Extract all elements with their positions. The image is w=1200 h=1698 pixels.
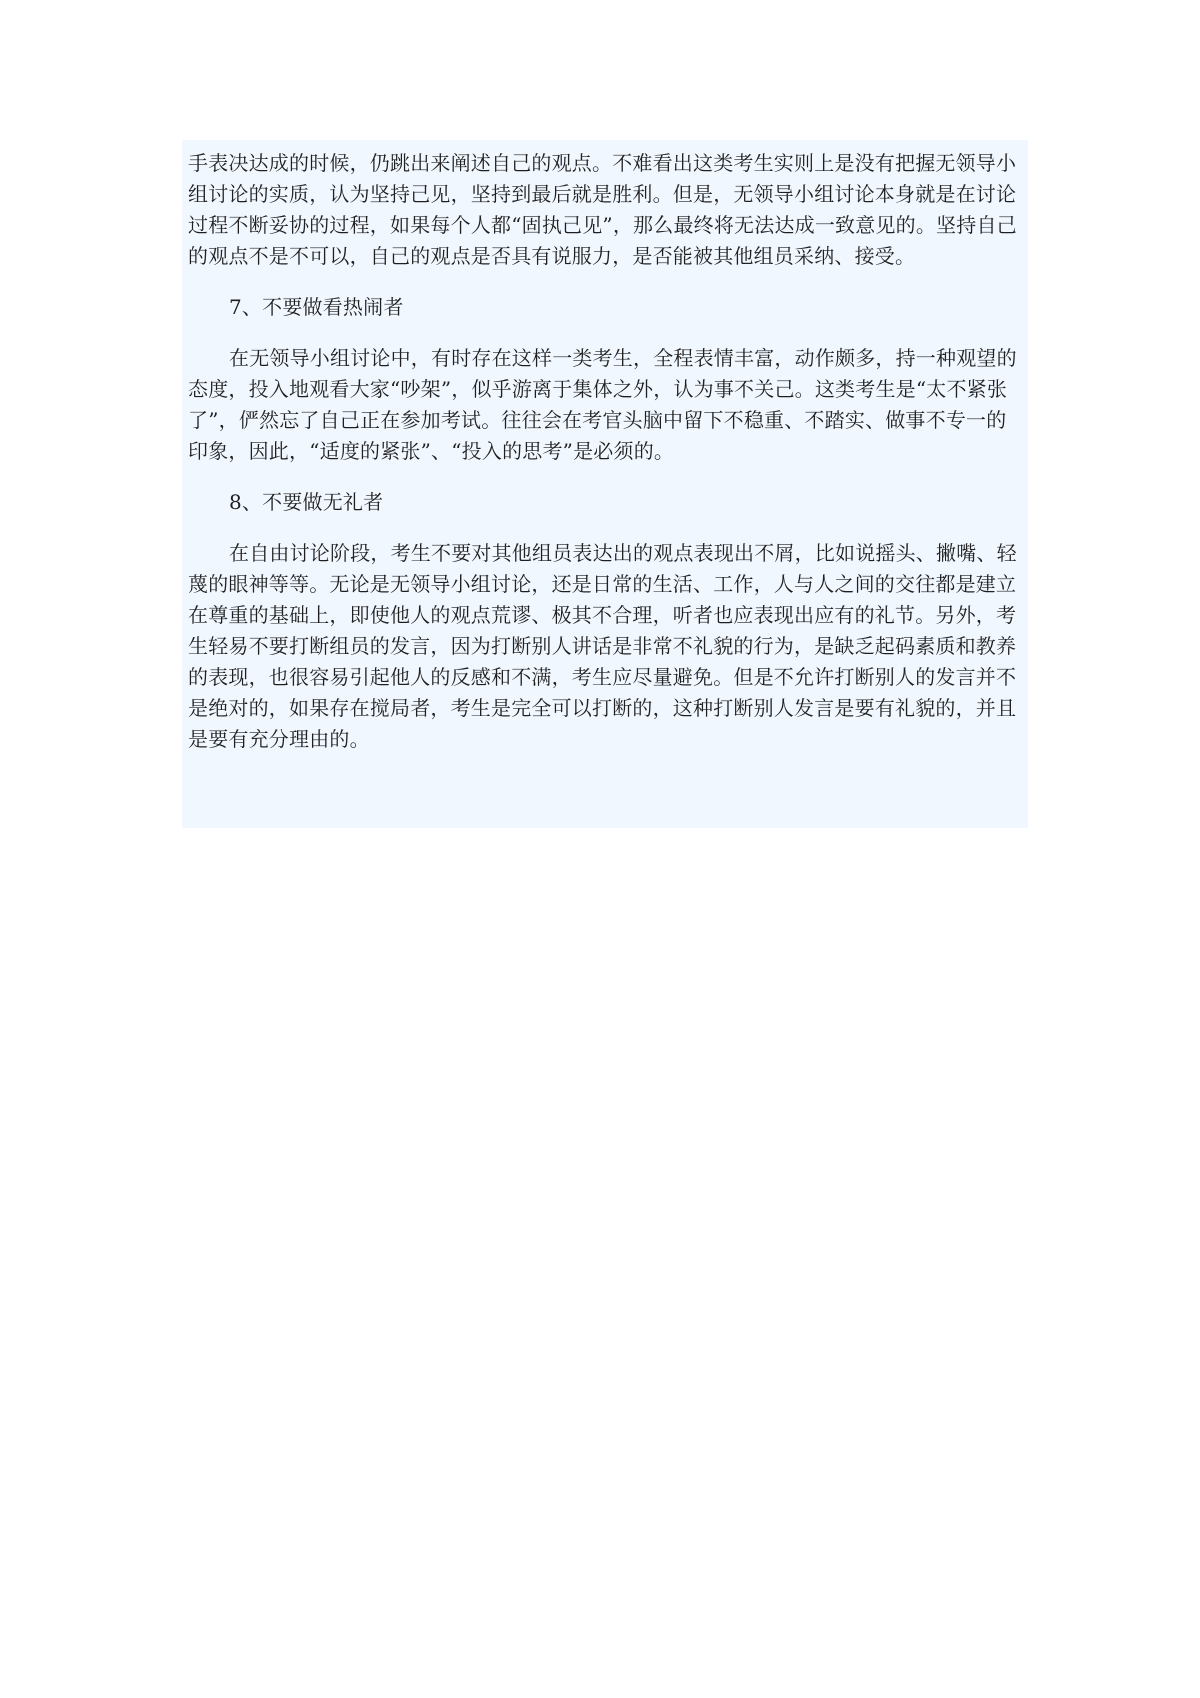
paragraph-continuation: 手表决达成的时候，仍跳出来阐述自己的观点。不难看出这类考生实则上是没有把握无领导小组讨论的实质，认为坚持己见，坚持到最后就是胜利。但是，无领导小组讨论本身就是在讨论过程不断妥协的过程，如果每个人都“固执己见”，那么最终将无法达成一致意见的。坚持自己的观点不是不可以，自己的观点是否具有说服力，是否能被其他组员采纳、接受。 [188, 151, 1017, 268]
article-body [188, 148, 1022, 755]
section-heading-8: 8、不要做无礼者 [229, 490, 384, 514]
paragraph-rudeness: 在自由讨论阶段，考生不要对其他组员表达出的观点表现出不屑，比如说摇头、撇嘴、轻蔑的眼神等等。无论是无领导小组讨论，还是日常的生活、工作，人与人之间的交往都是建立在尊重的基础上，即使他人的观点荒谬、极其不合理，听者也应表现出应有的礼节。另外，考生轻易不要打断组员的发言，因为打断别人讲话是非常不礼貌的行为，是缺乏起码素质和教养的表现，也很容易引起他人的反感和不满，考生应尽量避免。但是不允许打断别人的发言并不是绝对的，如果存在搅局者，考生是完全可以打断的，这种打断别人发言是要有礼貌的，并且是要有充分理由的。 [188, 541, 1017, 751]
section-heading-7: 7、不要做看热闹者 [229, 295, 404, 319]
paragraph-spectator: 在无领导小组讨论中，有时存在这样一类考生，全程表情丰富，动作颇多，持一种观望的态度，投入地观看大家“吵架”，似乎游离于集体之外，认为事不关己。这类考生是“太不紧张了”，俨然忘了自己正在参加考试。往往会在考官头脑中留下不稳重、不踏实、做事不专一的印象，因此，“适度的紧张”、“投入的思考”是必须的。 [188, 346, 1017, 463]
text-panel [182, 140, 1028, 828]
